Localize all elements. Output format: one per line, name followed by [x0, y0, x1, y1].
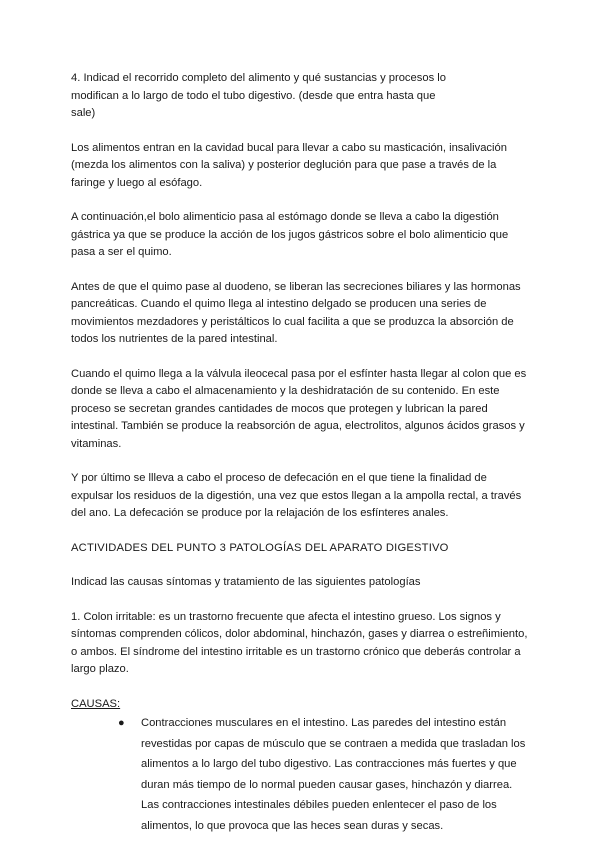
paragraph-defecation: Y por último se llleva a cabo el proceso de defecación en el que tiene la finalidad de expulsar los residuos de la digestión, una vez que estos llegan a la ampolla rectal, a través del ano. La defecación se produce por la relajación de los esfínteres anales.: [71, 472, 522, 519]
list-item: [118, 713, 526, 836]
list-item-text: Contracciones musculares en el intestino. Las paredes del intestino están revestidas por capas de músculo que se contraen a medida que trasladan los alimentos a lo largo del tubo digestivo. Las contracciones más fuertes y que duran más tiempo de lo normal pueden causar gases, hinchazón y diarrea. Las contracciones intestinales débiles pueden enlentecer el paso de los alimentos, lo que provoca que las heces sean duras y secas.: [141, 717, 526, 832]
causas-label: CAUSAS:: [71, 697, 121, 710]
instruction-text: Indicad las causas síntomas y tratamiento de las siguientes patologías: [71, 576, 421, 588]
question-line-3: sale): [71, 107, 96, 119]
paragraph-small-intestine: Antes de que el quimo pase al duodeno, se liberan las secreciones biliares y las hormonas pancreáticas. Cuando el quimo llega al intestino delgado se producen una series de movimientos mezdadores y peristálticos lo cual facilita a que se produzca la absorción de todos los nutrientes de la pared intestinal.: [71, 280, 521, 345]
section-heading: ACTIVIDADES DEL PUNTO 3 PATOLOGÍAS DEL APARATO DIGESTIVO: [71, 541, 449, 554]
question-line-2: modifican a lo largo de todo el tubo digestivo. (desde que entra hasta que: [71, 89, 436, 102]
bullet-icon: ●: [118, 717, 125, 729]
document-body: [71, 70, 531, 836]
pathology-colon-irritable: 1. Colon irritable: es un trastorno frecuente que afecta el intestino grueso. Los signos y síntomas comprenden cólicos, dolor abdominal, hinchazón, gases y diarrea o estreñimiento, o ambos. El síndrome del intestino irritable es un trastorno crónico que deberás controlar a largo plazo.: [71, 610, 528, 675]
paragraph-colon: Cuando el quimo llega a la válvula ileocecal pasa por el esfínter hasta llegar al colon que es donde se lleva a cabo el almacenamiento y la deshidratación de su contenido. En este proceso se secretan grandes cantidades de mocos que protegen y lubrican la pared intestinal. También se produce la reabsorción de agua, electrolitos, algunos ácidos grasos y vitaminas.: [71, 367, 527, 450]
question-line-1: 4. Indicad el recorrido completo del alimento y qué sustancias y procesos lo: [71, 72, 446, 84]
paragraph-mouth: Los alimentos entran en la cavidad bucal para llevar a cabo su masticación, insalivación (mezda los alimentos con la saliva) y posterior deglución para que pase a través de la faringe y luego al esófago.: [71, 141, 507, 189]
question-heading: [71, 70, 451, 123]
causas-list: [71, 713, 531, 836]
paragraph-stomach: A continuación,el bolo alimenticio pasa al estómago donde se lleva a cabo la digestión gástrica ya que se produce la acción de los jugos gástricos sobre el bolo alimenticio que pasa a ser el quimo.: [71, 211, 509, 258]
